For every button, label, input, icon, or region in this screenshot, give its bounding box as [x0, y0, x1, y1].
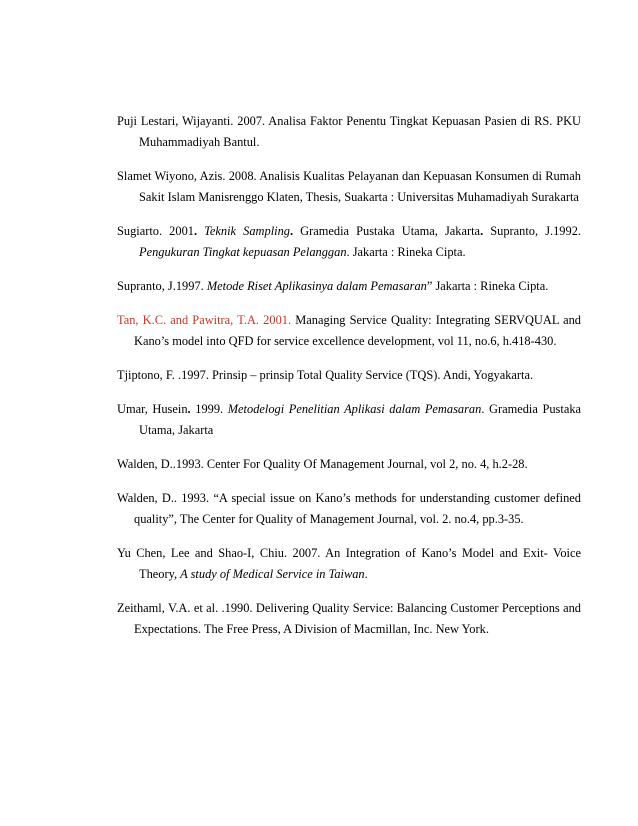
reference-text: . Gramedia Pustaka Utama, Jakarta [139, 402, 582, 437]
reference-bold-period: . [193, 224, 198, 238]
reference-highlighted-citation: Tan, K.C. and Pawitra, T.A. 2001. [117, 313, 292, 327]
reference-entry-walden-2 [117, 488, 581, 530]
reference-text: . Jakarta : Rineka Cipta. [346, 245, 466, 259]
reference-bold-period: . [289, 224, 294, 238]
reference-text: Sugiarto. 2001 [117, 224, 194, 238]
reference-text: Walden, D.. 1993. “A special issue on Kano’s methods for understanding customer defined quality”, The Center for Quality of Management Journal, vol. 2. no.4, pp.3-35. [117, 491, 581, 526]
reference-text: Supranto, J.1997. [117, 279, 207, 293]
reference-text: Supranto, J.1992. [483, 224, 581, 238]
reference-text: Managing Service Quality: Integrating SERVQUAL and Kano’s model into QFD for service excellence development, vol 11, no.6, h.418-430. [134, 313, 581, 348]
reference-title-italic: Metode Riset Aplikasinya dalam Pemasaran [206, 279, 427, 293]
reference-text: 1999. [190, 402, 228, 416]
reference-text: Gramedia Pustaka Utama, Jakarta [293, 224, 481, 238]
reference-bold-period: . [187, 402, 191, 416]
reference-entry-yu-chen [117, 543, 581, 585]
reference-title-italic: Teknik Sampling [204, 224, 290, 238]
reference-text: Zeithaml, V.A. et al. .1990. Delivering Quality Service: Balancing Customer Perceptions and Expectations. The Free Press, A Division of Macmillan, Inc. New York. [117, 601, 581, 636]
reference-entry-zeithaml [117, 598, 581, 640]
reference-entry-slamet-wiyono [117, 166, 581, 208]
reference-list [117, 111, 581, 640]
reference-entry-puji-lestari [117, 111, 581, 153]
reference-bold-period: . [480, 224, 484, 238]
reference-text: Yu Chen, Lee and Shao-I, Chiu. 2007. An Integration of Kano’s Model and Exit- Voice Theory, [117, 546, 581, 581]
reference-text: Puji Lestari, Wijayanti. 2007. Analisa Faktor Penentu Tingkat Kepuasan Pasien di RS. PKU Muhammadiyah Bantul. [117, 114, 581, 149]
reference-entry-umar-husein [117, 399, 581, 441]
reference-title-italic: A study of Medical Service in Taiwan [180, 567, 365, 581]
reference-text: Umar, Husein [117, 402, 188, 416]
reference-text: Walden, D..1993. Center For Quality Of Management Journal, vol 2, no. 4, h.2-28. [117, 457, 528, 471]
reference-text: . [364, 567, 368, 581]
reference-entry-tan-pawitra [117, 310, 581, 352]
reference-title-italic: Metodelogi Penelitian Aplikasi dalam Pemasaran [227, 402, 482, 416]
reference-entry-tjiptono [117, 365, 581, 386]
reference-title-italic: Pengukuran Tingkat kepuasan Pelanggan [139, 245, 347, 259]
reference-entry-walden-1 [117, 454, 581, 475]
reference-text: Tjiptono, F. .1997. Prinsip – prinsip Total Quality Service (TQS). Andi, Yogyakarta. [117, 368, 534, 382]
reference-text: ” Jakarta : Rineka Cipta. [426, 279, 549, 293]
reference-entry-supranto [117, 276, 581, 297]
reference-text: Slamet Wiyono, Azis. 2008. Analisis Kualitas Pelayanan dan Kepuasan Konsumen di Rumah Sakit Islam Manisrenggo Klaten, Thesis, Suakarta : Universitas Muhamadiyah Surakarta [117, 169, 581, 204]
reference-entry-sugiarto [117, 221, 581, 263]
